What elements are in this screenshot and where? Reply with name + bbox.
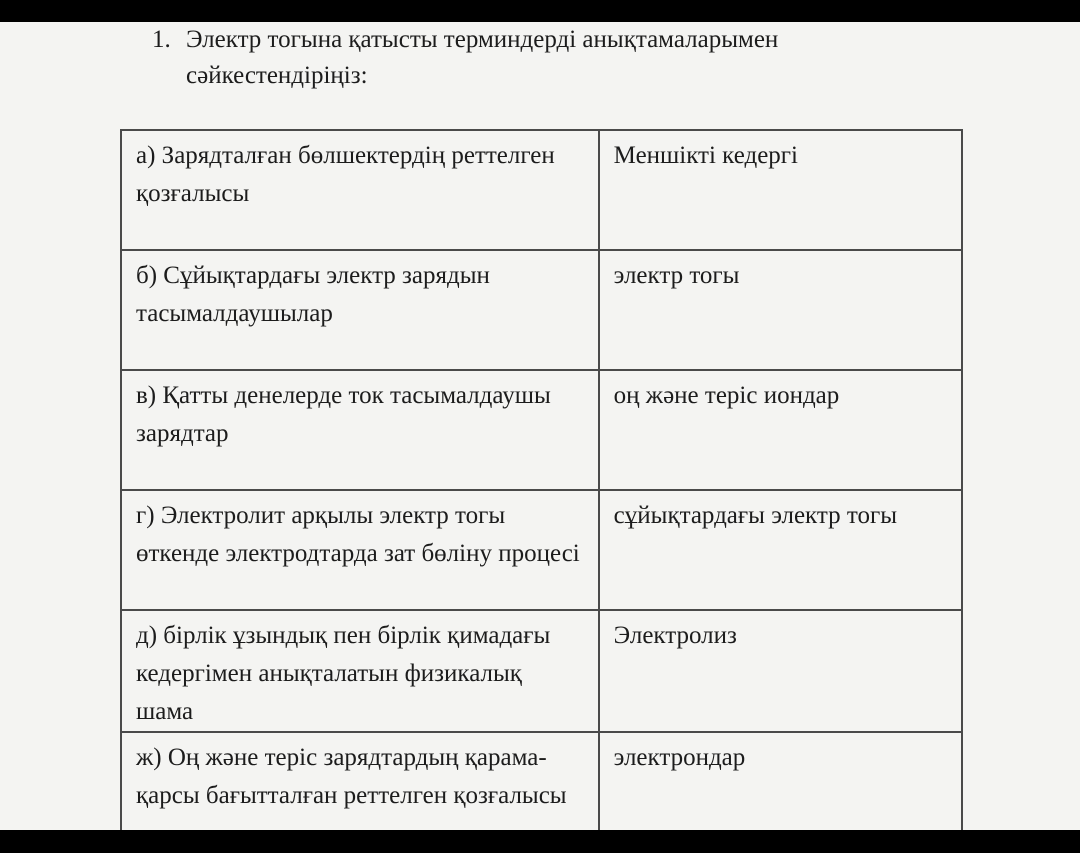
- term-cell: электр тогы: [599, 250, 962, 370]
- term-cell: Электролиз: [599, 610, 962, 732]
- definition-cell: б) Сұйықтардағы электр зарядын тасымалдаушылар: [121, 250, 599, 370]
- question-line-1: [152, 22, 778, 58]
- definition-cell: ж) Оң және теріс зарядтардың қарама-қарсы бағытталған реттелген қозғалысы: [121, 732, 599, 830]
- matching-table: [120, 129, 963, 830]
- question-line-1-text: Электр тогына қатысты терминдерді анықтамаларымен: [186, 26, 779, 53]
- question-number: 1.: [152, 26, 171, 53]
- term-cell: оң және теріс иондар: [599, 370, 962, 490]
- table-row: [121, 250, 962, 370]
- term-cell: сұйықтардағы электр тогы: [599, 490, 962, 610]
- table-row: [121, 732, 962, 830]
- question-line-2: сәйкестендіріңіз:: [186, 62, 368, 89]
- document-page: [0, 22, 1080, 830]
- term-cell: Меншікті кедергі: [599, 130, 962, 250]
- definition-cell: а) Зарядталған бөлшектердің реттелген қозғалысы: [121, 130, 599, 250]
- question-text: [152, 22, 778, 94]
- table-row: [121, 490, 962, 610]
- table-row: [121, 370, 962, 490]
- term-cell: электрондар: [599, 732, 962, 830]
- table-row: [121, 610, 962, 732]
- table-row: [121, 130, 962, 250]
- definition-cell: в) Қатты денелерде ток тасымалдаушы зарядтар: [121, 370, 599, 490]
- definition-cell: г) Электролит арқылы электр тогы өткенде электродтарда зат бөліну процесі: [121, 490, 599, 610]
- definition-cell: д) бірлік ұзындық пен бірлік қимадағы кедергімен анықталатын физикалық шама: [121, 610, 599, 732]
